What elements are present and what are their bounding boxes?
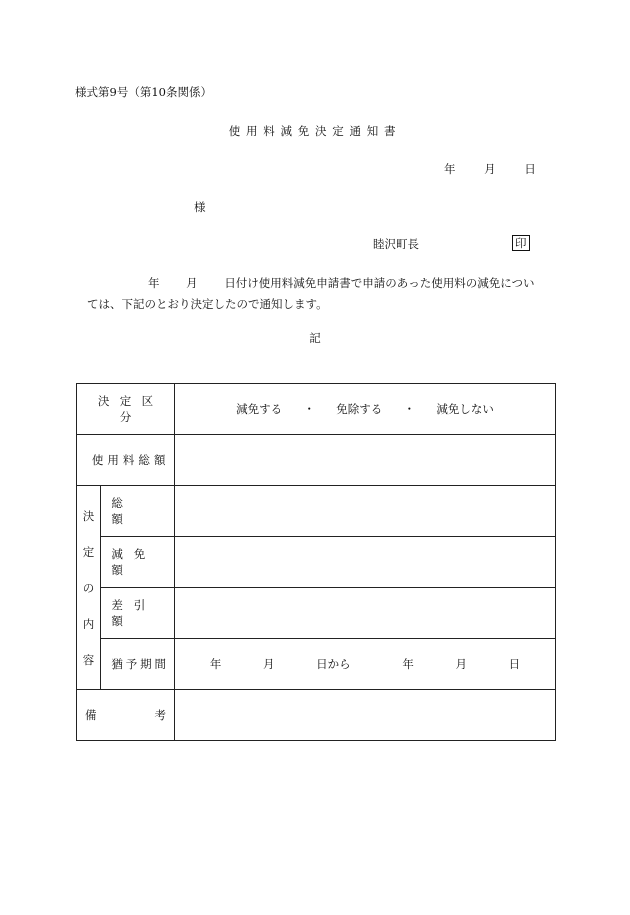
exemption-value: [175, 537, 556, 588]
row-grace: [77, 639, 556, 690]
remarks-value: [175, 690, 556, 741]
date-day: 日: [524, 162, 536, 176]
addressee-suffix: 様: [194, 200, 206, 214]
remarks-char-2: 考: [154, 708, 166, 722]
grace-label: 猶予期間: [101, 639, 175, 690]
total-label: 総額: [101, 486, 175, 537]
row-total-fee: [77, 435, 556, 486]
content-char-3: の: [82, 580, 95, 595]
grace-to-year: 年: [402, 657, 414, 671]
grace-value: [175, 639, 556, 690]
remarks-char-1: 備: [85, 708, 97, 722]
exemption-label: 減免額: [101, 537, 175, 588]
grace-to-month: 月: [455, 657, 467, 671]
option-dot-2: ・: [403, 402, 416, 416]
content-char-2: 定: [82, 544, 95, 559]
option-reduce: 減免する: [236, 402, 283, 416]
option-dot-1: ・: [303, 402, 315, 416]
decision-label: 決定区分: [77, 384, 175, 435]
date-month: 月: [484, 162, 496, 176]
option-exempt: 免除する: [336, 402, 383, 416]
body-year: 年: [148, 276, 160, 290]
grace-from-month: 月: [263, 657, 275, 671]
grace-to-day: 日: [508, 657, 521, 671]
row-decision: [77, 384, 556, 435]
total-value: [175, 486, 556, 537]
ki-heading: 記: [309, 331, 321, 345]
row-balance: [77, 588, 556, 639]
grace-from-year: 年: [209, 657, 222, 671]
content-group-label: [77, 486, 101, 690]
date-line: [444, 161, 536, 177]
body-line2: ては、下記のとおり決定したので通知します。: [87, 297, 328, 311]
form-number: 様式第9号（第10条関係）: [75, 85, 212, 99]
row-exemption: [77, 537, 556, 588]
total-fee-value: [175, 435, 556, 486]
grace-from-day: 日から: [316, 657, 351, 671]
body-month: 月: [186, 276, 198, 290]
content-char-4: 内: [82, 616, 95, 631]
content-char-1: 決: [82, 508, 95, 523]
row-total: [77, 486, 556, 537]
balance-value: [175, 588, 556, 639]
date-year: 年: [444, 162, 456, 176]
body-text: [87, 273, 534, 315]
total-fee-label: 使用料総額: [77, 435, 175, 486]
option-no-reduce: 減免しない: [436, 402, 494, 416]
decision-options: [175, 384, 556, 435]
balance-label: 差引額: [101, 588, 175, 639]
seal-mark: 印: [512, 235, 530, 251]
document-title: 使用料減免決定通知書: [228, 124, 402, 138]
body-line1: 日付け使用料減免申請書で申請のあった使用料の減免につい: [224, 276, 535, 290]
row-remarks: [77, 690, 556, 741]
record-table: [76, 383, 556, 741]
issuer-name: 睦沢町長: [373, 237, 419, 251]
remarks-label: [77, 690, 175, 741]
content-char-5: 容: [82, 652, 95, 667]
